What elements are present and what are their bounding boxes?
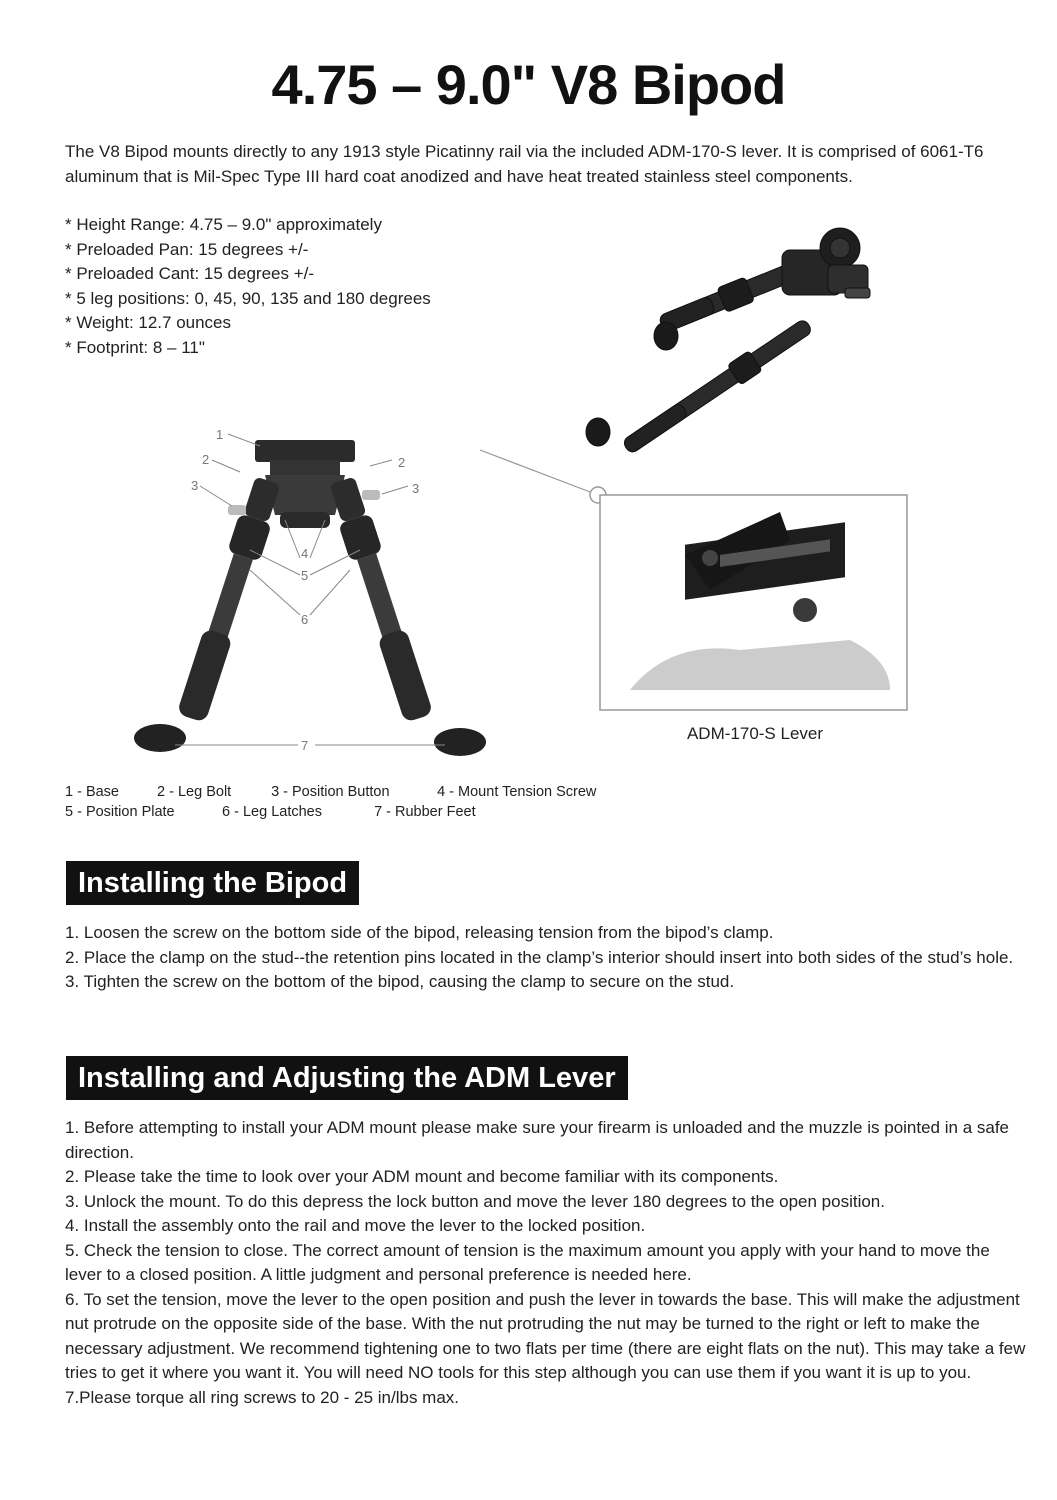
callout-1: 1 (216, 427, 224, 442)
legend-item: 5 - Position Plate (65, 804, 175, 820)
callout-4: 4 (301, 546, 309, 561)
spec-item: * Preloaded Pan: 15 degrees +/- (65, 239, 309, 259)
installing-bipod-steps (65, 921, 1030, 995)
spec-item: * Weight: 12.7 ounces (65, 313, 232, 332)
adm-lever-inset (470, 440, 920, 720)
legend-item: 1 - Base (65, 784, 119, 800)
legend-item: 2 - Leg Bolt (157, 784, 232, 800)
step-item: 6. To set the tension, move the lever to the open position and push the lever in towards the base. This will make the adjustment nut protrude on the opposite side of the base. With the nut protruding the nut may be turned to the right or left to make the necessary adjustment. We recommend tightening one to two flats per time (there are eight flats on the nut). This may take a few tries to get it where you want it. You will need NO tools for this step although you can use them if you want it is up to you. (65, 1289, 1026, 1382)
step-item: 1. Loosen the screw on the bottom side of the bipod, releasing tension from the bipod’s clamp. (65, 923, 774, 942)
step-item: 4. Install the assembly onto the rail and move the lever to the locked position. (65, 1216, 646, 1235)
step-item: 2. Please take the time to look over your ADM mount and become familiar with its components. (65, 1167, 779, 1186)
legend-item: 6 - Leg Latches (222, 804, 322, 820)
step-item: 1. Before attempting to install your ADM mount please make sure your firearm is unloaded and the muzzle is pointed in a safe direction. (65, 1118, 1009, 1162)
spec-item: * 5 leg positions: 0, 45, 90, 135 and 180 degrees (65, 288, 431, 308)
callout-3-left: 3 (191, 478, 199, 493)
spec-item: * Preloaded Cant: 15 degrees +/- (65, 264, 315, 283)
callout-6: 6 (301, 612, 309, 627)
legend-row-2 (65, 802, 596, 822)
adm-lever-caption: ADM-170-S Lever (686, 724, 824, 743)
spec-item: * Height Range: 4.75 – 9.0" approximately (65, 215, 382, 234)
step-item: 3. Unlock the mount. To do this depress the lock button and move the lever 180 degrees to the open position. (65, 1191, 885, 1211)
legend-item: 4 - Mount Tension Screw (437, 784, 597, 800)
intro-paragraph: The V8 Bipod mounts directly to any 1913 style Picatinny rail via the included ADM-170-S lever. It is comprised of 6061-T6 aluminum that is Mil-Spec Type III hard coat anodized and have heat treated stainless steel components. (65, 142, 984, 186)
page-title: 4.75 – 9.0" V8 Bipod (271, 53, 786, 116)
callout-3-right: 3 (412, 481, 420, 496)
adm-lever-steps (65, 1116, 1030, 1410)
callout-7: 7 (301, 738, 309, 753)
step-item: 7.Please torque all ring screws to 20 - 25 in/lbs max. (65, 1387, 460, 1407)
step-item: 2. Place the clamp on the stud--the retention pins located in the clamp’s interior should insert into both sides of the stud’s hole. (65, 947, 1014, 967)
section-heading-adm-lever: Installing and Adjusting the ADM Lever (66, 1056, 628, 1100)
section-heading-installing-bipod: Installing the Bipod (66, 861, 359, 905)
spec-item: * Footprint: 8 – 11" (65, 337, 205, 357)
callout-2-left: 2 (202, 452, 210, 467)
bipod-drawing (134, 440, 486, 756)
step-item: 5. Check the tension to close. The correct amount of tension is the maximum amount you apply with your hand to move the lever to a closed position. A little judgment and personal preference is needed here. (65, 1240, 990, 1284)
spec-list (65, 213, 525, 360)
parts-legend (65, 782, 596, 822)
legend-item: 3 - Position Button (271, 784, 390, 800)
callout-2-right: 2 (398, 455, 406, 470)
callout-5: 5 (301, 568, 309, 583)
legend-item: 7 - Rubber Feet (374, 804, 476, 820)
step-item: 3. Tighten the screw on the bottom of the bipod, causing the clamp to secure on the stud. (65, 972, 735, 991)
legend-row-1 (65, 782, 596, 802)
